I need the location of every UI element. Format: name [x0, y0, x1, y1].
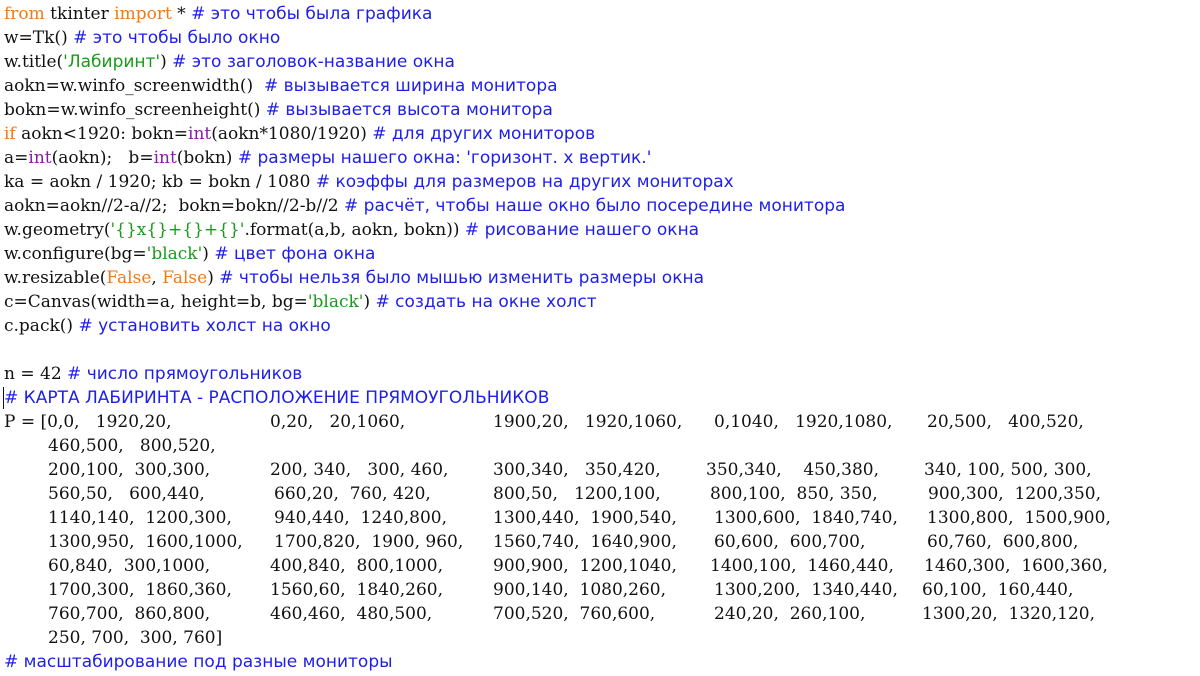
- rect-cell: 1300,20, 1320,120,: [922, 604, 1096, 624]
- rect-cell: 350,340, 450,380,: [706, 460, 880, 480]
- comment: # вызывается высота монитора: [265, 100, 553, 120]
- rect-cell: 1560,60, 1840,260,: [270, 580, 444, 600]
- code-text: a=: [4, 148, 29, 168]
- code-line-7: [4, 146, 651, 170]
- rect-cell: 400,840, 800,1000,: [270, 556, 444, 576]
- comment: # расчёт, чтобы наше окно было посередине монитора: [344, 196, 846, 216]
- rect-cell: 200, 340, 300, 460,: [270, 460, 449, 480]
- rect-cell: 1300,950, 1600,1000,: [48, 532, 243, 552]
- rect-cell: 800,100, 850, 350,: [710, 484, 878, 504]
- code-text: n = 42: [4, 364, 68, 384]
- rect-cell: 700,520, 760,600,: [493, 604, 656, 624]
- rect-cell: 300,340, 350,420,: [493, 460, 661, 480]
- comment: # масштабирование под разные мониторы: [4, 652, 393, 672]
- code-line-11: [4, 242, 375, 266]
- rect-cell: 1900,20, 1920,1060,: [493, 412, 683, 432]
- builtin: int: [28, 148, 52, 168]
- rect-cell: 1400,100, 1460,440,: [710, 556, 894, 576]
- rect-cell: 200,100, 300,300,: [48, 460, 211, 480]
- code-line-14: [4, 314, 331, 338]
- comment: # чтобы нельзя было мышью изменить размеры окна: [219, 268, 705, 288]
- code-line-5: [4, 98, 553, 122]
- code-line-12: [4, 266, 704, 290]
- rect-cell: 60,840, 300,1000,: [48, 556, 211, 576]
- rect-cell: 1700,300, 1860,360,: [48, 580, 232, 600]
- rect-cell: 900,300, 1200,350,: [928, 484, 1102, 504]
- code-line-9: [4, 194, 845, 218]
- string-literal: 'black': [307, 292, 364, 312]
- rect-cell: 900,900, 1200,1040,: [493, 556, 677, 576]
- comment: # число прямоугольников: [67, 364, 303, 384]
- code-text: (aokn); b=: [51, 148, 154, 168]
- rect-cell: 0,1040, 1920,1080,: [714, 412, 893, 432]
- code-text: c.pack(): [4, 316, 79, 336]
- code-text: .format(a,b, aokn, bokn)): [244, 220, 465, 240]
- rect-cell: 20,500, 400,520,: [927, 412, 1084, 432]
- code-text: ): [207, 268, 220, 288]
- code-text: ): [160, 52, 173, 72]
- code-text: aokn=aokn//2-a//2; bokn=bokn//2-b//2: [4, 196, 344, 216]
- code-line-17: [4, 386, 549, 410]
- rect-cell: 460,460, 480,500,: [270, 604, 433, 624]
- comment: # КАРТА ЛАБИРИНТА - РАСПОЛОЖЕНИЕ ПРЯМОУГОЛЬНИКОВ: [4, 388, 550, 408]
- code-line-last: [4, 650, 393, 674]
- rect-cell: 60,600, 600,700,: [714, 532, 866, 552]
- code-text: aokn<1920: bokn=: [15, 124, 189, 144]
- builtin: int: [153, 148, 177, 168]
- comment: # это чтобы было окно: [73, 28, 281, 48]
- code-line-6: [4, 122, 595, 146]
- comment: # рисование нашего окна: [464, 220, 700, 240]
- code-text: w.configure(bg=: [4, 244, 147, 264]
- rect-cell: 0,20, 20,1060,: [270, 412, 406, 432]
- rect-cell: 1300,440, 1900,540,: [493, 508, 677, 528]
- rect-cell: 760,700, 860,800,: [48, 604, 211, 624]
- keyword: if: [4, 124, 16, 144]
- keyword: False: [106, 268, 152, 288]
- rect-cell: 60,760, 600,800,: [927, 532, 1079, 552]
- rect-cell: 800,50, 1200,100,: [493, 484, 661, 504]
- code-text: c=Canvas(width=a, height=b, bg=: [4, 292, 308, 312]
- code-text: aokn=w.winfo_screenwidth(): [4, 76, 264, 96]
- comment: # создать на окне холст: [375, 292, 597, 312]
- code-line-13: [4, 290, 597, 314]
- code-line-1: [4, 2, 432, 26]
- rect-cell: 900,140, 1080,260,: [493, 580, 667, 600]
- code-text: w=Tk(): [4, 28, 74, 48]
- code-line-8: [4, 170, 734, 194]
- code-text: tkinter: [44, 4, 115, 24]
- code-text: (aokn*1080/1920): [211, 124, 373, 144]
- code-text: w.resizable(: [4, 268, 107, 288]
- comment: # коэффы для размеров на других мониторах: [315, 172, 734, 192]
- rect-cell: 560,50, 600,440,: [48, 484, 205, 504]
- code-line-4: [4, 74, 558, 98]
- code-text: w.title(: [4, 52, 64, 72]
- code-text: ): [202, 244, 215, 264]
- string-literal: '{}x{}+{}+{}': [110, 220, 245, 240]
- rect-cell: 660,20, 760, 420,: [274, 484, 431, 504]
- rect-cell: 1140,140, 1200,300,: [48, 508, 232, 528]
- code-text: bokn=w.winfo_screenheight(): [4, 100, 266, 120]
- keyword: from: [4, 4, 45, 24]
- string-literal: 'black': [146, 244, 203, 264]
- keyword: False: [162, 268, 208, 288]
- code-text: *: [171, 4, 192, 24]
- code-line-10: [4, 218, 699, 242]
- rect-cell: 250, 700, 300, 760]: [48, 628, 223, 648]
- code-text: w.geometry(: [4, 220, 111, 240]
- rect-cell: 460,500, 800,520,: [48, 436, 216, 456]
- comment: # это чтобы была графика: [191, 4, 433, 24]
- rect-cell: 60,100, 160,440,: [922, 580, 1074, 600]
- rect-cell: P = [0,0, 1920,20,: [4, 412, 172, 432]
- code-text: ka = aokn / 1920; kb = bokn / 1080: [4, 172, 316, 192]
- rect-cell: 1300,200, 1340,440,: [714, 580, 898, 600]
- comment: # вызывается ширина монитора: [263, 76, 558, 96]
- comment: # цвет фона окна: [214, 244, 376, 264]
- rect-cell: 1300,600, 1840,740,: [714, 508, 898, 528]
- comment: # для других мониторов: [372, 124, 596, 144]
- code-text: (bokn): [176, 148, 238, 168]
- comment: # размеры нашего окна: 'горизонт. х вертик.': [237, 148, 652, 168]
- string-literal: 'Лабиринт': [63, 52, 161, 72]
- rect-cell: 1300,800, 1500,900,: [927, 508, 1111, 528]
- rect-cell: 1560,740, 1640,900,: [493, 532, 677, 552]
- rect-cell: 1700,820, 1900, 960,: [274, 532, 464, 552]
- comment: # установить холст на окно: [78, 316, 331, 336]
- code-line-16: [4, 362, 302, 386]
- rect-cell: 1460,300, 1600,360,: [924, 556, 1108, 576]
- comment: # это заголовок-название окна: [172, 52, 455, 72]
- code-line-3: [4, 50, 455, 74]
- code-text: ,: [151, 268, 163, 288]
- keyword: import: [114, 4, 172, 24]
- code-line-2: [4, 26, 280, 50]
- rect-cell: 240,20, 260,100,: [714, 604, 866, 624]
- rect-cell: 340, 100, 500, 300,: [924, 460, 1092, 480]
- builtin: int: [188, 124, 212, 144]
- rect-cell: 940,440, 1240,800,: [274, 508, 448, 528]
- code-text: ): [363, 292, 376, 312]
